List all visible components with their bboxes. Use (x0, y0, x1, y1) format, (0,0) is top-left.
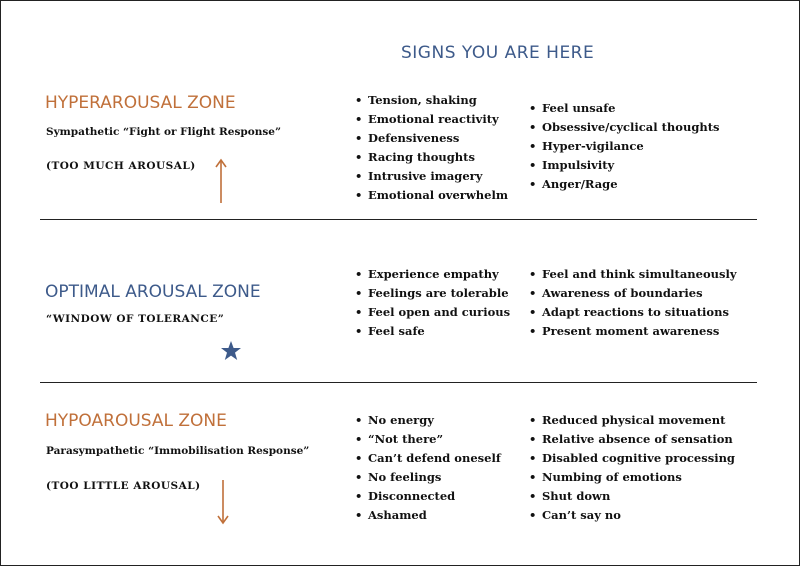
hyperarousal-subtitle: Sympathetic “Fight or Flight Response” (46, 126, 281, 138)
list-item: • Can’t defend oneself (355, 449, 501, 468)
down-arrow-icon (215, 478, 231, 526)
list-item: • Hyper-vigilance (529, 137, 720, 156)
optimal-signs-right (529, 265, 737, 341)
list-item: • Intrusive imagery (355, 167, 508, 186)
list-item: • Reduced physical movement (529, 411, 735, 430)
list-item: • Awareness of boundaries (529, 284, 737, 303)
hypoarousal-title: HYPOAROUSAL ZONE (45, 411, 227, 431)
list-item: • Feel open and curious (355, 303, 510, 322)
list-item: • Defensiveness (355, 129, 508, 148)
divider-top (40, 219, 757, 220)
up-arrow-icon (213, 157, 229, 205)
hyperarousal-signs-right (529, 99, 720, 194)
star-icon (220, 340, 242, 362)
hyperarousal-note: (TOO MUCH AROUSAL) (46, 160, 196, 172)
list-item: • Shut down (529, 487, 735, 506)
list-item: • Feelings are tolerable (355, 284, 510, 303)
hypoarousal-signs-right (529, 411, 735, 525)
list-item: • No energy (355, 411, 501, 430)
list-item: • Emotional reactivity (355, 110, 508, 129)
list-item: • Feel unsafe (529, 99, 720, 118)
list-item: • Disconnected (355, 487, 501, 506)
hypoarousal-note: (TOO LITTLE AROUSAL) (46, 480, 201, 492)
list-item: • Numbing of emotions (529, 468, 735, 487)
list-item: • Anger/Rage (529, 175, 720, 194)
list-item: • Impulsivity (529, 156, 720, 175)
signs-heading: SIGNS YOU ARE HERE (401, 43, 595, 63)
hypoarousal-signs-left (355, 411, 501, 525)
list-item: • Present moment awareness (529, 322, 737, 341)
list-item: • Disabled cognitive processing (529, 449, 735, 468)
hyperarousal-title: HYPERAROUSAL ZONE (45, 93, 236, 113)
list-item: • Can’t say no (529, 506, 735, 525)
list-item: • Ashamed (355, 506, 501, 525)
optimal-subtitle: “WINDOW OF TOLERANCE” (46, 313, 225, 325)
divider-bottom (40, 382, 757, 383)
list-item: • No feelings (355, 468, 501, 487)
list-item: • Tension, shaking (355, 91, 508, 110)
list-item: • Relative absence of sensation (529, 430, 735, 449)
list-item: • Feel safe (355, 322, 510, 341)
hyperarousal-signs-left (355, 91, 508, 205)
list-item: • Racing thoughts (355, 148, 508, 167)
optimal-title: OPTIMAL AROUSAL ZONE (45, 282, 261, 302)
list-item: • Obsessive/cyclical thoughts (529, 118, 720, 137)
list-item: • Emotional overwhelm (355, 186, 508, 205)
hypoarousal-subtitle: Parasympathetic “Immobilisation Response” (46, 445, 310, 457)
optimal-signs-left (355, 265, 510, 341)
list-item: • Experience empathy (355, 265, 510, 284)
list-item: • “Not there” (355, 430, 501, 449)
list-item: • Feel and think simultaneously (529, 265, 737, 284)
list-item: • Adapt reactions to situations (529, 303, 737, 322)
